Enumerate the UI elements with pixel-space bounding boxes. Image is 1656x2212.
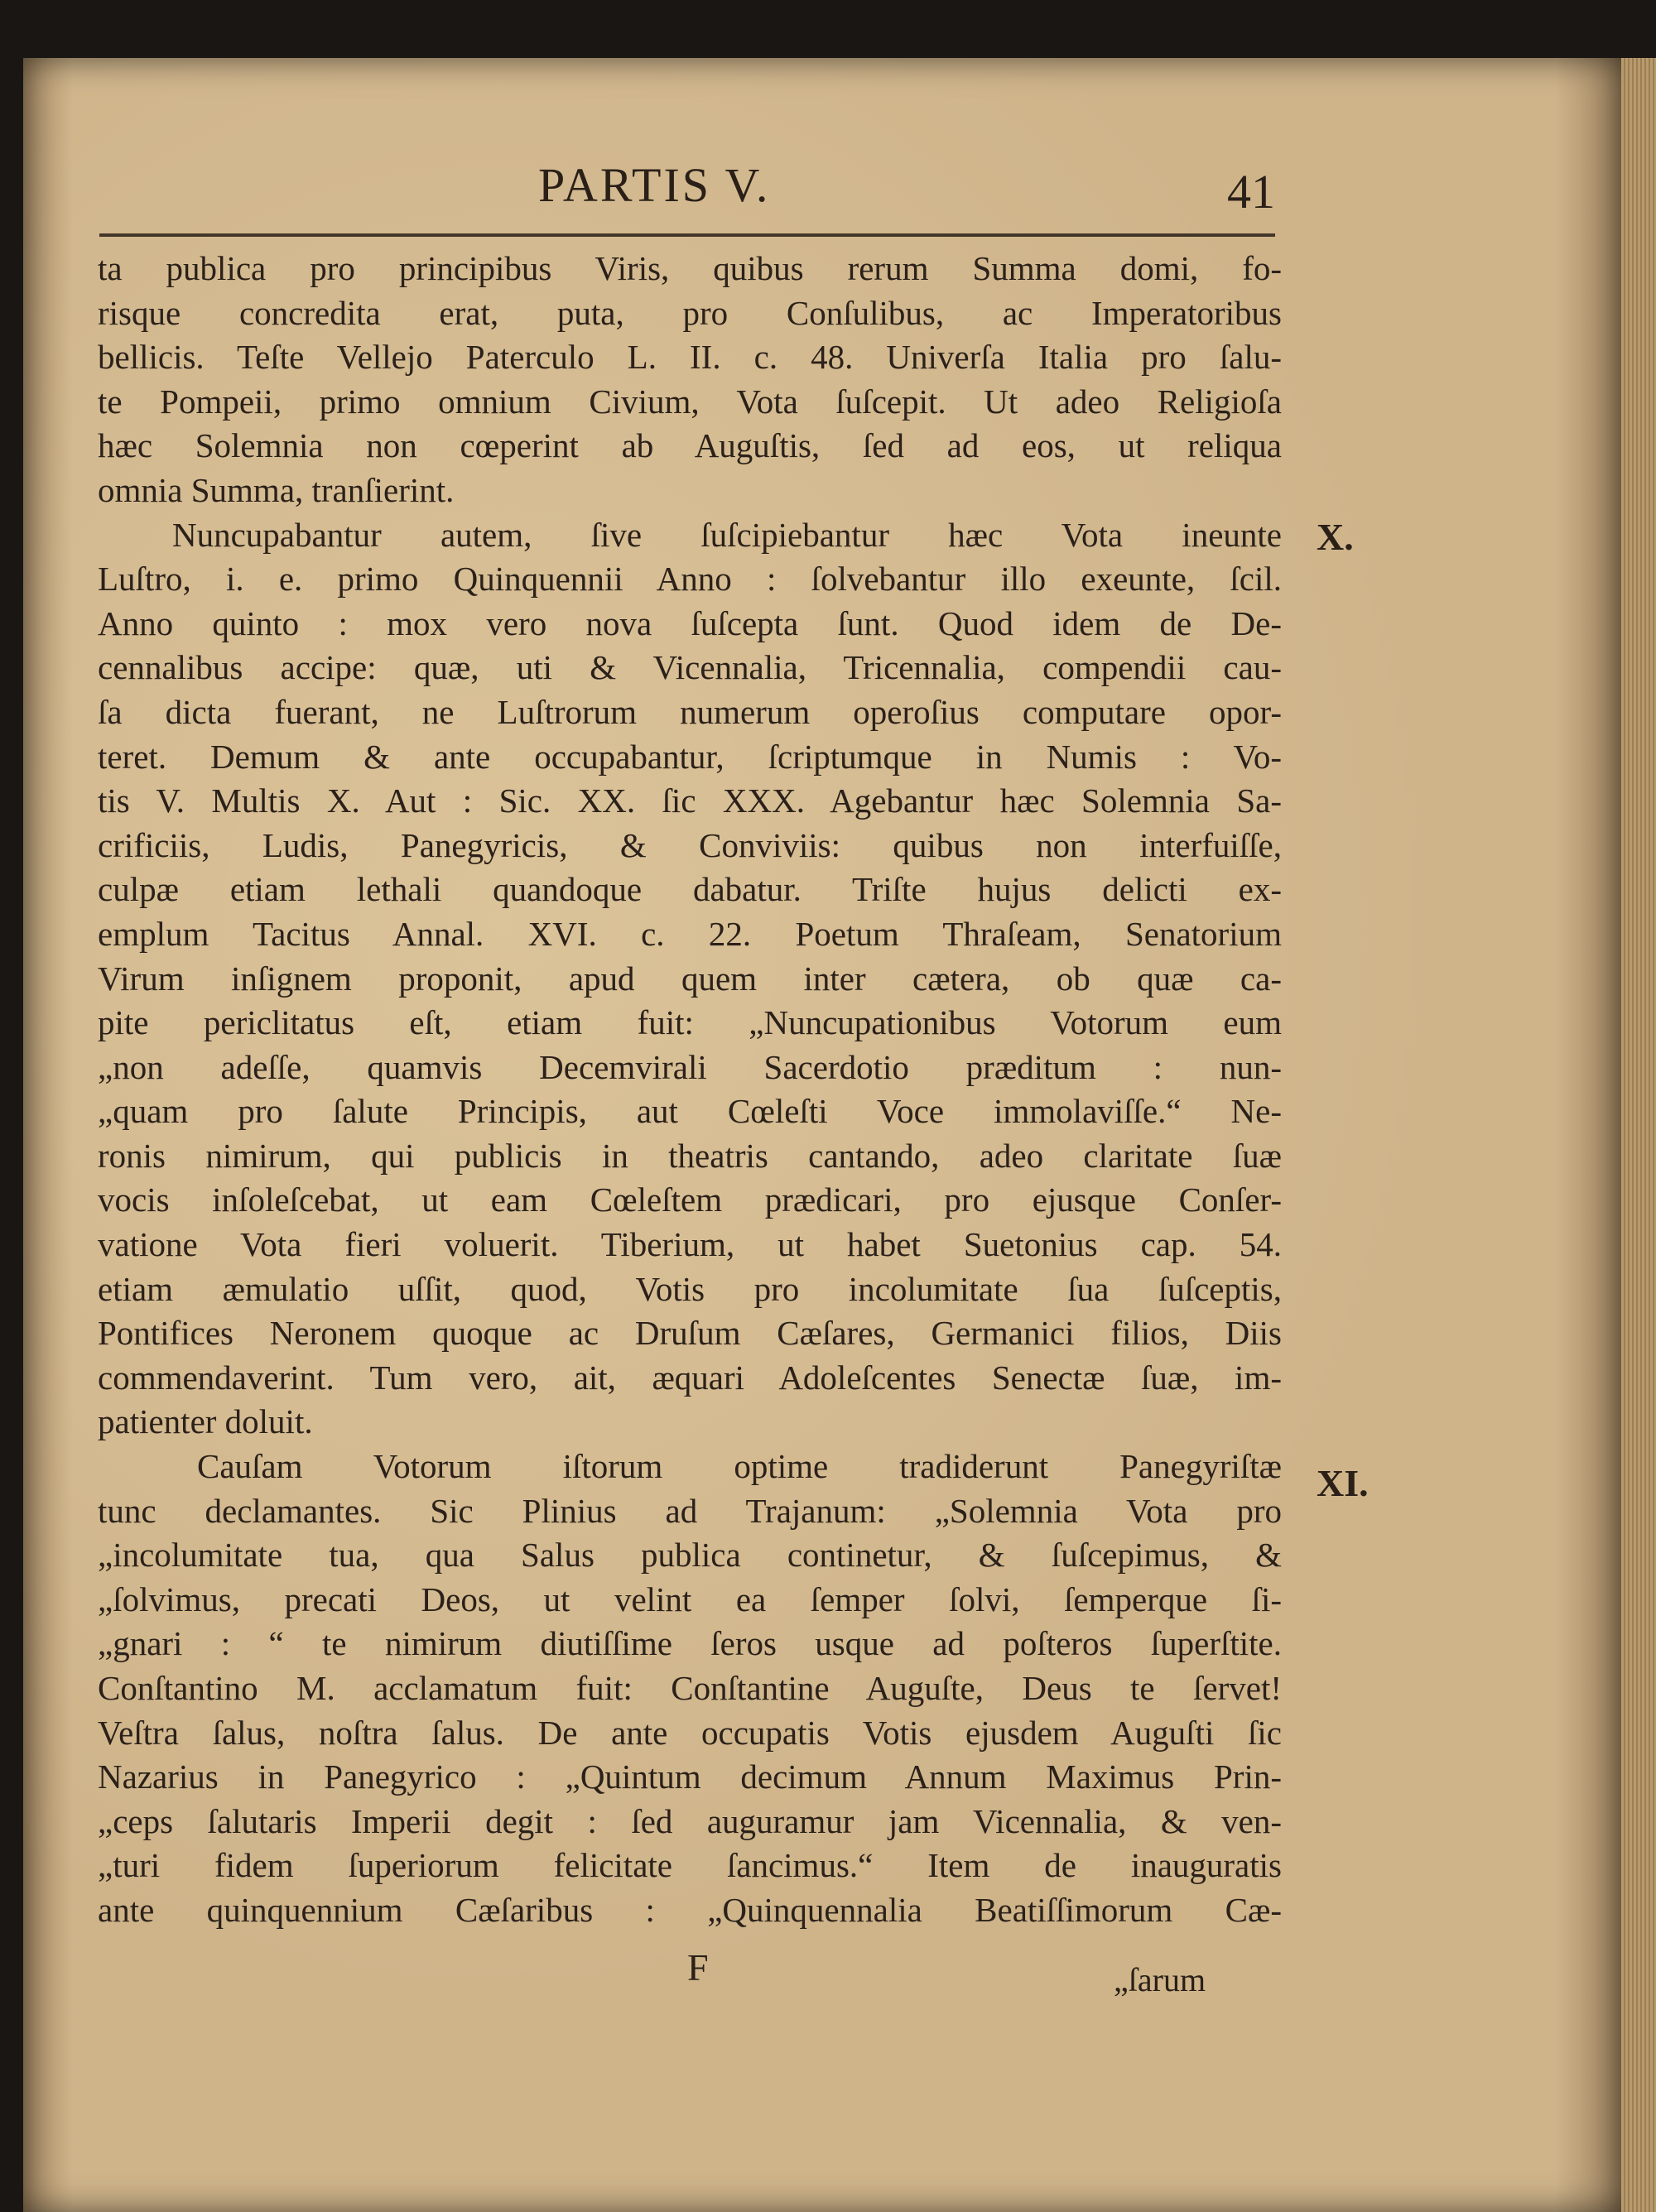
header-rule (99, 233, 1275, 237)
text-line: omnia Summa, tranſierint. (98, 470, 455, 509)
text-line: crificiis, Ludis, Panegyricis, & Conviviis: quibus non interfuiſſe, (98, 825, 1282, 864)
text-line: tunc declamantes. Sic Plinius ad Trajanum: „Solemnia Vota pro (98, 1491, 1282, 1530)
page-header (99, 157, 1275, 232)
text-line: pite periclitatus eſt, etiam fuit: „Nuncupationibus Votorum eum (98, 1003, 1282, 1042)
text-line: ronis nimirum, qui publicis in theatris cantando, adeo claritate ſuæ (98, 1136, 1282, 1175)
text-line: „turi fidem ſuperiorum felicitate ſancimus.“ Item de inauguratis (98, 1846, 1282, 1885)
text-line: „ceps ſalutaris Imperii degit : ſed auguramur jam Vicennalia, & ven- (98, 1801, 1282, 1840)
text-line: ſa dicta fuerant, ne Luſtrorum numerum operoſius computare opor- (98, 692, 1282, 731)
text-line: Conſtantino M. acclamatum fuit: Conſtantine Auguſte, Deus te ſervet! (98, 1669, 1282, 1707)
body-text (98, 247, 1282, 1933)
text-line: bellicis. Teſte Vellejo Paterculo L. II. c. 48. Univerſa Italia pro ſalu- (98, 338, 1282, 377)
text-line: commendaverint. Tum vero, ait, æquari Adoleſcentes Senectæ ſuæ, im- (98, 1358, 1282, 1397)
text-line: patienter doluit. (98, 1402, 313, 1441)
text-line: emplum Tacitus Annal. XVI. c. 22. Poetum Thraſeam, Senatorium (98, 914, 1282, 953)
text-line: „gnari : “ te nimirum diutiſſime ſeros usque ad poſteros ſuperſtite. (98, 1624, 1282, 1663)
text-line: ante quinquennium Cæſaribus : „Quinquennalia Beatiſſimorum Cæ- (98, 1890, 1282, 1929)
text-line: Luſtro, i. e. primo Quinquennii Anno : ſolvebantur illo exeunte, ſcil. (98, 560, 1282, 599)
text-line: Pontifices Neronem quoque ac Druſum Cæſares, Germanici filios, Diis (98, 1314, 1282, 1353)
page-number: 41 (1227, 165, 1275, 219)
page-edge (1621, 58, 1656, 2212)
text-line: „incolumitate tua, qua Salus publica continetur, & ſuſcepimus, & (98, 1536, 1282, 1575)
margin-note-xi: XI. (1317, 1462, 1369, 1504)
running-head: PARTIS V. (538, 158, 771, 212)
text-line: vatione Vota fieri voluerit. Tiberium, ut habet Suetonius cap. 54. (98, 1225, 1282, 1264)
text-line: „quam pro ſalute Principis, aut Cœleſti Voce immolaviſſe.“ Ne- (98, 1092, 1282, 1131)
text-line: ta publica pro principibus Viris, quibus rerum Summa domi, fo- (98, 249, 1282, 287)
text-line: risque concredita erat, puta, pro Conſulibus, ac Imperatoribus (98, 293, 1282, 332)
text-line: „ſolvimus, precati Deos, ut velint ea ſemper ſolvi, ſemperque ſi- (98, 1580, 1282, 1618)
text-line: „non adeſſe, quamvis Decemvirali Sacerdotio præditum : nun- (98, 1047, 1282, 1086)
text-line: vocis inſoleſcebat, ut eam Cœleſtem prædicari, pro ejusque Conſer- (98, 1181, 1282, 1219)
text-line: Virum inſignem proponit, apud quem inter cætera, ob quæ ca- (98, 959, 1282, 998)
catchword: „ſarum (1114, 1961, 1206, 1998)
text-line: Nuncupabantur autem, ſive ſuſcipiebantur hæc Vota ineunte (172, 515, 1282, 554)
text-line: culpæ etiam lethali quandoque dabatur. Triſte hujus delicti ex- (98, 870, 1282, 909)
text-line: tis V. Multis X. Aut : Sic. XX. ſic XXX. Agebantur hæc Solemnia Sa- (98, 781, 1282, 820)
text-line: cennalibus accipe: quæ, uti & Vicennalia, Tricennalia, compendii cau- (98, 648, 1282, 687)
text-line: Cauſam Votorum iſtorum optime tradiderunt Panegyriſtæ (197, 1447, 1282, 1486)
text-line: teret. Demum & ante occupabantur, ſcriptumque in Numis : Vo- (98, 737, 1282, 776)
text-line: Veſtra ſalus, noſtra ſalus. De ante occupatis Votis ejusdem Auguſti ſic (98, 1713, 1282, 1752)
text-line: te Pompeii, primo omnium Civium, Vota ſuſcepit. Ut adeo Religioſa (98, 382, 1282, 421)
text-line: hæc Solemnia non cœperint ab Auguſtis, ſed ad eos, ut reliqua (98, 426, 1282, 465)
margin-note-x: X. (1317, 516, 1354, 558)
text-line: Anno quinto : mox vero nova ſuſcepta ſunt. Quod idem de De- (98, 603, 1282, 642)
text-line: etiam æmulatio uſſit, quod, Votis pro incolumitate ſua ſuſceptis, (98, 1269, 1282, 1308)
signature-mark: F (687, 1946, 709, 1988)
text-line: Nazarius in Panegyrico : „Quintum decimum Annum Maximus Prin- (98, 1758, 1282, 1796)
